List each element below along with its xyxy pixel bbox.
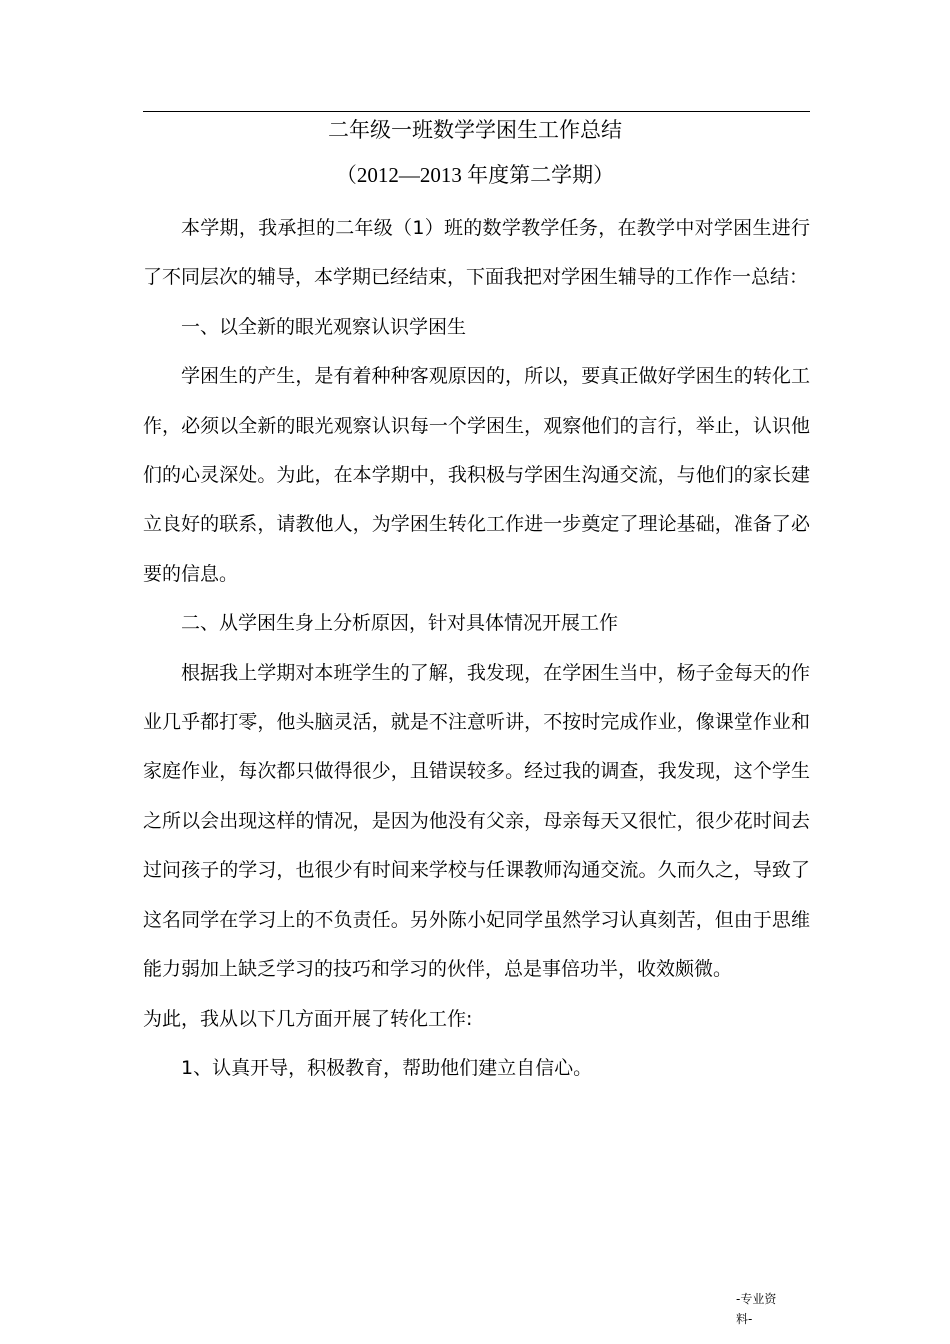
list-item-1: 1、认真开导，积极教育，帮助他们建立自信心。 — [181, 1056, 593, 1079]
footer-line-2: 料- — [736, 1312, 753, 1326]
document-title: 二年级一班数学学困生工作总结 — [328, 118, 622, 142]
document-body — [143, 204, 810, 1093]
page-footer — [736, 1289, 806, 1329]
section-2-paragraph: 根据我上学期对本班学生的了解，我发现，在学困生当中，杨子金每天的作业几乎都打零，他头脑灵活，就是不注意听讲，不按时完成作业，像课堂作业和家庭作业，每次都只做得很少，且错误较多。经过我的调查，我发现，这个学生之所以会出现这样的情况，是因为他没有父亲，母亲每天又很忙，很少花时间去过问孩子的学习，也很少有时间来学校与任课教师沟通交流。久而久之，导致了这名同学在学习上的不负责任。另外陈小妃同学虽然学习认真刻苦，但由于思维能力弱加上缺乏学习的技巧和学习的伙伴，总是事倍功半，收效颇微。 — [143, 661, 810, 981]
section-heading-1: 一、以全新的眼光观察认识学困生 — [181, 315, 467, 338]
section-1-paragraph: 学困生的产生，是有着种种客观原因的，所以，要真正做好学困生的转化工作，必须以全新的眼光观察认识每一个学困生，观察他们的言行，举止，认识他们的心灵深处。为此，在本学期中，我积极与学困生沟通交流，与他们的家长建立良好的联系，请教他人，为学困生转化工作进一步奠定了理论基础，准备了必要的信息。 — [143, 365, 810, 585]
intro-paragraph: 本学期，我承担的二年级（1）班的数学教学任务，在教学中对学困生进行了不同层次的辅导，本学期已经结束，下面我把对学困生辅导的工作作一总结： — [143, 217, 810, 289]
header-rule — [143, 111, 810, 112]
section-heading-2: 二、从学困生身上分析原因，针对具体情况开展工作 — [181, 612, 619, 635]
document-subtitle: （2012—2013 年度第二学期） — [335, 163, 615, 187]
footer-line-1: -专业资 — [736, 1292, 777, 1306]
transition-paragraph: 为此，我从以下几方面开展了转化工作: — [143, 1007, 473, 1030]
